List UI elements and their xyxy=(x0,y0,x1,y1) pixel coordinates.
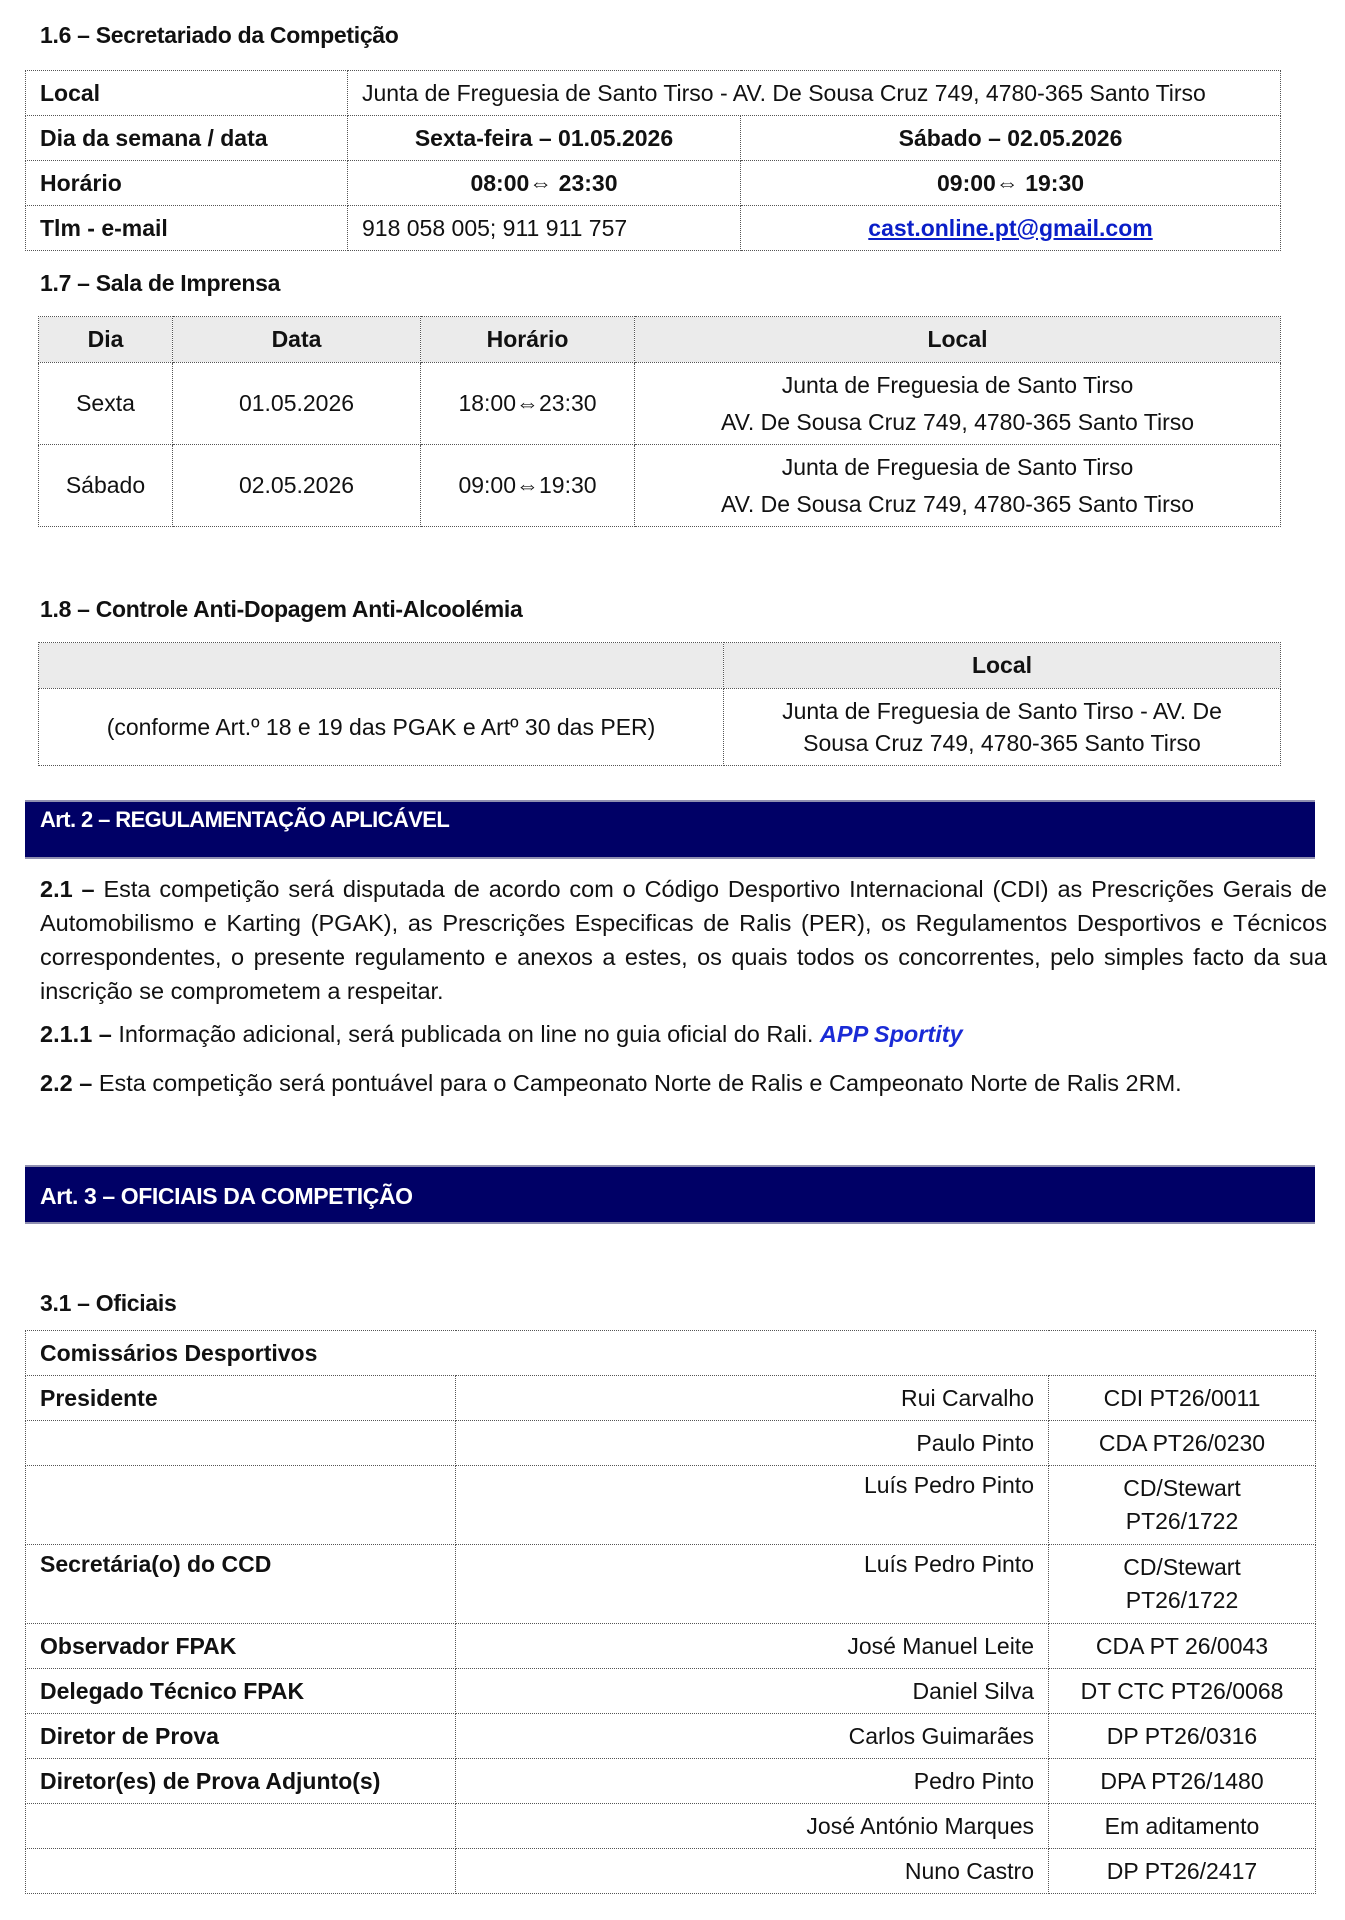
dia-day2: Sábado – 02.05.2026 xyxy=(741,116,1281,161)
cell-horario: 18:00⇔23:30 xyxy=(421,363,635,445)
license xyxy=(1049,1545,1316,1624)
table-row xyxy=(26,1624,1316,1669)
license: CDA PT26/0230 xyxy=(1049,1421,1316,1466)
license: DP PT26/0316 xyxy=(1049,1714,1316,1759)
table-header-row xyxy=(39,643,1281,689)
sala-imprensa-table xyxy=(38,316,1281,527)
table-row xyxy=(26,1849,1316,1894)
cell-data: 02.05.2026 xyxy=(173,445,421,527)
cell-local xyxy=(635,445,1281,527)
section-1-6-heading: 1.6 – Secretariado da Competição xyxy=(40,22,399,48)
role: Secretária(o) do CCD xyxy=(26,1545,456,1624)
table-row xyxy=(26,1669,1316,1714)
table-row xyxy=(26,1376,1316,1421)
role xyxy=(26,1466,456,1545)
table-row xyxy=(26,71,1281,116)
art2-title: Art. 2 – REGULAMENTAÇÃO APLICÁVEL xyxy=(40,807,450,832)
role xyxy=(26,1849,456,1894)
table-row xyxy=(39,445,1281,527)
email-link[interactable]: cast.online.pt@gmail.com xyxy=(868,214,1153,241)
anti-dopagem-note: (conforme Art.º 18 e 19 das PGAK e Artº 30 das PER) xyxy=(39,689,724,766)
name: Daniel Silva xyxy=(456,1669,1049,1714)
local-line1: Junta de Freguesia de Santo Tirso xyxy=(781,371,1134,398)
license: DP PT26/2417 xyxy=(1049,1849,1316,1894)
art2-header-band xyxy=(25,800,1315,859)
dia-label: Dia da semana / data xyxy=(26,116,348,161)
table-header-row xyxy=(39,317,1281,363)
paragraph-2-1 xyxy=(40,872,1327,1008)
p211-number: 2.1.1 – xyxy=(40,1021,112,1047)
paragraph-2-2 xyxy=(40,1066,1327,1100)
table-row xyxy=(26,1466,1316,1545)
role: Diretor(es) de Prova Adjunto(s) xyxy=(26,1759,456,1804)
col-local: Local xyxy=(635,317,1281,363)
horario-label: Horário xyxy=(26,161,348,206)
horario-day1: 08:00⇔ 23:30 xyxy=(348,161,741,206)
table-row xyxy=(26,1804,1316,1849)
section-1-7-heading: 1.7 – Sala de Imprensa xyxy=(40,270,281,296)
license-line2: PT26/1722 xyxy=(1125,1508,1239,1534)
table-row xyxy=(26,1421,1316,1466)
role: Delegado Técnico FPAK xyxy=(26,1669,456,1714)
col-dia: Dia xyxy=(39,317,173,363)
table-row xyxy=(26,1759,1316,1804)
col-empty xyxy=(39,643,724,689)
oficiais-table xyxy=(25,1330,1316,1894)
col-local: Local xyxy=(724,643,1281,689)
anti-dopagem-local xyxy=(724,689,1281,766)
paragraph-2-1-1 xyxy=(40,1017,1327,1051)
table-row xyxy=(26,116,1281,161)
anti-dopagem-table xyxy=(38,642,1281,766)
local-value: Junta de Freguesia de Santo Tirso - AV. De Sousa Cruz 749, 4780-365 Santo Tirso xyxy=(348,71,1281,116)
license: CDA PT 26/0043 xyxy=(1049,1624,1316,1669)
license: CDI PT26/0011 xyxy=(1049,1376,1316,1421)
cell-data: 01.05.2026 xyxy=(173,363,421,445)
role xyxy=(26,1804,456,1849)
name: José António Marques xyxy=(456,1804,1049,1849)
role: Presidente xyxy=(26,1376,456,1421)
cell-local xyxy=(635,363,1281,445)
local-line1: Junta de Freguesia de Santo Tirso - AV. De xyxy=(782,698,1222,724)
art3-header-band xyxy=(25,1165,1315,1224)
name: Nuno Castro xyxy=(456,1849,1049,1894)
cell-dia: Sexta xyxy=(39,363,173,445)
contact-label: Tlm - e-mail xyxy=(26,206,348,251)
email-cell xyxy=(741,206,1281,251)
p22-text: Esta competição será pontuável para o Campeonato Norte de Ralis e Campeonato Norte de Ralis 2RM. xyxy=(98,1070,1182,1096)
role: Diretor de Prova xyxy=(26,1714,456,1759)
name: Pedro Pinto xyxy=(456,1759,1049,1804)
name: José Manuel Leite xyxy=(456,1624,1049,1669)
col-horario: Horário xyxy=(421,317,635,363)
table-row xyxy=(26,1331,1316,1376)
license-line1: CD/Stewart xyxy=(1123,1554,1241,1580)
local-line2: AV. De Sousa Cruz 749, 4780-365 Santo Tirso xyxy=(720,490,1195,517)
section-3-1-heading: 3.1 – Oficiais xyxy=(40,1290,177,1316)
table-row xyxy=(26,206,1281,251)
section-1-8-heading: 1.8 – Controle Anti-Dopagem Anti-Alcoolémia xyxy=(40,596,523,622)
table-row xyxy=(26,1545,1316,1624)
p211-text: Informação adicional, será publicada on line no guia oficial do Rali. xyxy=(118,1021,814,1047)
p22-number: 2.2 – xyxy=(40,1070,93,1096)
p21-text: Esta competição será disputada de acordo com o Código Desportivo Internacional (CDI) as Prescrições Gerais de Automobilismo e Karting (PGAK), as Prescrições Especificas de Ralis (PER), os Regulamentos Desportivos e Técnicos correspondentes, o presente regulamento e anexos a estes, os quais todos os concorrentes, pelo simples facto da sua inscrição se comprometem a respeitar. xyxy=(40,876,1327,1004)
name: Paulo Pinto xyxy=(456,1421,1049,1466)
local-line2: Sousa Cruz 749, 4780-365 Santo Tirso xyxy=(803,730,1201,756)
license xyxy=(1049,1466,1316,1545)
local-line2: AV. De Sousa Cruz 749, 4780-365 Santo Tirso xyxy=(720,408,1195,435)
name: Rui Carvalho xyxy=(456,1376,1049,1421)
p21-number: 2.1 – xyxy=(40,876,95,902)
app-sportity-link[interactable]: APP Sportity xyxy=(819,1021,963,1047)
col-data: Data xyxy=(173,317,421,363)
role: Observador FPAK xyxy=(26,1624,456,1669)
art3-title: Art. 3 – OFICIAIS DA COMPETIÇÃO xyxy=(40,1183,413,1209)
table-row xyxy=(39,689,1281,766)
name: Luís Pedro Pinto xyxy=(456,1466,1049,1545)
dia-day1: Sexta-feira – 01.05.2026 xyxy=(348,116,741,161)
contact-phones: 918 058 005; 911 911 757 xyxy=(348,206,741,251)
secretariado-table xyxy=(25,70,1281,251)
name: Luís Pedro Pinto xyxy=(456,1545,1049,1624)
license: DPA PT26/1480 xyxy=(1049,1759,1316,1804)
local-label: Local xyxy=(26,71,348,116)
license-line1: CD/Stewart xyxy=(1123,1475,1241,1501)
cell-horario: 09:00⇔19:30 xyxy=(421,445,635,527)
cell-dia: Sábado xyxy=(39,445,173,527)
license: DT CTC PT26/0068 xyxy=(1049,1669,1316,1714)
horario-day2: 09:00⇔ 19:30 xyxy=(741,161,1281,206)
license-line2: PT26/1722 xyxy=(1125,1587,1239,1613)
name: Carlos Guimarães xyxy=(456,1714,1049,1759)
table-row xyxy=(39,363,1281,445)
role xyxy=(26,1421,456,1466)
table-row xyxy=(26,1714,1316,1759)
local-line1: Junta de Freguesia de Santo Tirso xyxy=(781,453,1134,480)
license: Em aditamento xyxy=(1049,1804,1316,1849)
table-row xyxy=(26,161,1281,206)
group-label: Comissários Desportivos xyxy=(26,1331,1316,1376)
